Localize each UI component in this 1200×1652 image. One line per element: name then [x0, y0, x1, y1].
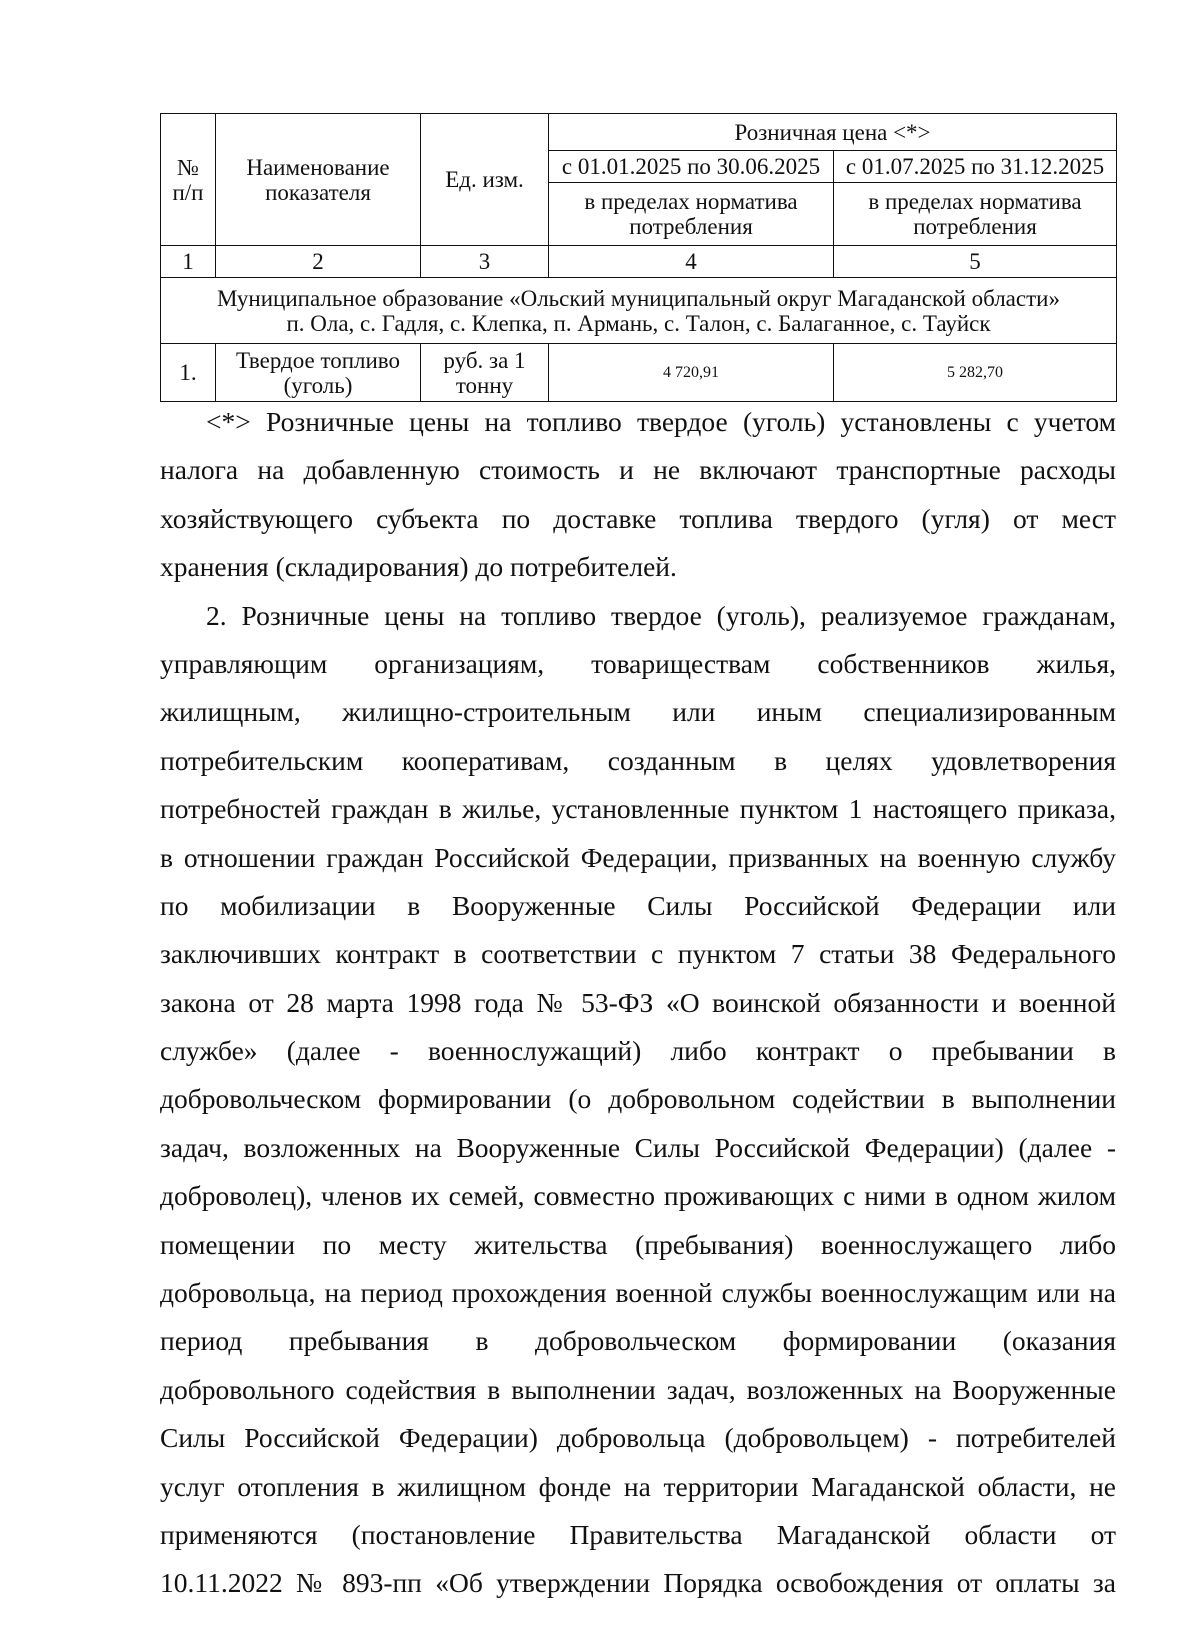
- header-period-1: с 01.01.2025 по 30.06.2025: [549, 151, 834, 183]
- column-number: 4: [549, 246, 834, 278]
- row-unit: руб. за 1 тонну: [421, 344, 549, 402]
- section-row: [161, 278, 1117, 344]
- text-line: период пребывания в добровольческом формировании (оказания: [160, 1325, 1116, 1357]
- text-line: задач, возложенных на Вооруженные Силы Российской Федерации) (далее -: [160, 1131, 1116, 1163]
- text-line: услуг отопления в жилищном фонде на территории Магаданской области, не: [160, 1470, 1116, 1502]
- text-line: налога на добавленную стоимость и не включают транспортные расходы: [160, 454, 1116, 486]
- text-line: хозяйствующего субъекта по доставке топлива твердого (угля) от мест: [160, 502, 1116, 534]
- text-line: применяются (постановление Правительства Магаданской области от: [160, 1518, 1116, 1550]
- row-num: 1.: [161, 344, 216, 402]
- column-number: 3: [421, 246, 549, 278]
- retail-price-table: [160, 113, 1117, 402]
- text-line: 10.11.2022 № 893-пп «Об утверждении Порядка освобождения от оплаты за: [160, 1567, 1116, 1599]
- text-line: заключивших контракт в соответствии с пунктом 7 статьи 38 Федерального: [160, 938, 1116, 970]
- column-number: 5: [834, 246, 1117, 278]
- header-num: № п/п: [161, 114, 216, 246]
- table-header-row: [161, 114, 1117, 151]
- text-line: добровольческом формировании (о добровольном содействии в выполнении: [160, 1083, 1116, 1115]
- text-line: добровольца, на период прохождения военной службы военнослужащим или на: [160, 1277, 1116, 1309]
- text-line: в отношении граждан Российской Федерации, призванных на военную службу: [160, 841, 1116, 873]
- row-name: Твердое топливо (уголь): [216, 344, 421, 402]
- row-price-h1: 4 720,91: [549, 344, 834, 402]
- document-body-text: [160, 398, 1116, 1608]
- paragraph: [160, 398, 1116, 592]
- column-number: 1: [161, 246, 216, 278]
- paragraph: [160, 592, 1116, 1608]
- text-line: <*> Розничные цены на топливо твердое (уголь) установлены с учетом: [206, 406, 1116, 437]
- municipality-section: Муниципальное образование «Ольский муниципальный округ Магаданской области» п. Ола, с. Гадля, с. Клепка, п. Армань, с. Талон, с. Балаганное, с. Тауйск: [161, 278, 1117, 344]
- header-period-2: с 01.07.2025 по 31.12.2025: [834, 151, 1117, 183]
- text-line: 2. Розничные цены на топливо твердое (уголь), реализуемое гражданам,: [206, 599, 1116, 631]
- header-within-norm-2: в пределах норматива потребления: [834, 183, 1117, 246]
- text-line: Силы Российской Федерации) добровольца (добровольцем) - потребителей: [160, 1422, 1116, 1454]
- text-line: службе» (далее - военнослужащий) либо контракт о пребывании в: [160, 1035, 1116, 1067]
- header-within-norm-1: в пределах норматива потребления: [549, 183, 834, 246]
- header-name: Наименование показателя: [216, 114, 421, 246]
- text-line: доброволец), членов их семей, совместно проживающих с ними в одном жилом: [160, 1180, 1116, 1212]
- column-numbers-row: [161, 246, 1117, 278]
- table-row: [161, 344, 1117, 402]
- text-line: добровольного содействия в выполнении задач, возложенных на Вооруженные: [160, 1373, 1116, 1405]
- text-line: потребностей граждан в жилье, установленные пунктом 1 настоящего приказа,: [160, 793, 1116, 825]
- text-line: управляющим организациям, товариществам собственников жилья,: [160, 647, 1116, 679]
- text-line: по мобилизации в Вооруженные Силы Российской Федерации или: [160, 889, 1116, 921]
- row-price-h2: 5 282,70: [834, 344, 1117, 402]
- text-line: хранения (складирования) до потребителей.: [160, 551, 677, 583]
- column-number: 2: [216, 246, 421, 278]
- header-retail-price: Розничная цена <*>: [549, 114, 1117, 151]
- text-line: жилищным, жилищно-строительным или иным специализированным: [160, 696, 1116, 728]
- text-line: помещении по месту жительства (пребывания) военнослужащего либо: [160, 1228, 1116, 1260]
- header-unit: Ед. изм.: [421, 114, 549, 246]
- text-line: закона от 28 марта 1998 года № 53-ФЗ «О воинской обязанности и военной: [160, 986, 1116, 1018]
- text-line: потребительским кооперативам, созданным в целях удовлетворения: [160, 744, 1116, 776]
